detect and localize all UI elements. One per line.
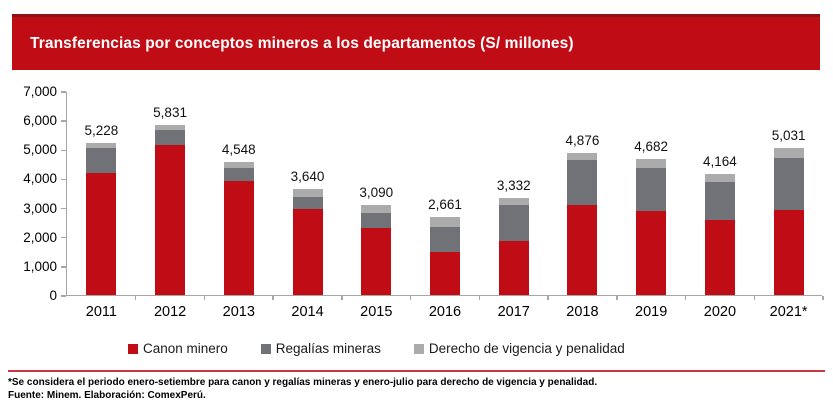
y-axis-tick — [61, 91, 66, 93]
x-axis-category-label: 2013 — [222, 304, 255, 320]
y-axis-tick — [61, 266, 66, 268]
x-axis-category-label: 2011 — [85, 304, 117, 320]
y-axis-label: 2,000 — [23, 229, 57, 245]
y-axis-label: 3,000 — [23, 200, 57, 216]
y-axis-tick — [61, 295, 66, 297]
y-axis-tick — [61, 237, 66, 239]
bar-segment-regal-as-mineras — [499, 205, 529, 241]
x-axis-tick — [204, 296, 206, 300]
y-axis-label: 0 — [49, 288, 57, 303]
bar-segment-regal-as-mineras — [293, 197, 323, 210]
x-axis-category-label: 2015 — [360, 304, 393, 320]
x-axis-tick — [341, 296, 343, 300]
bar-segment-regal-as-mineras — [774, 158, 804, 210]
x-axis-category-label: 2017 — [497, 304, 530, 320]
bar-segment-derecho-de-vigencia-y-penalidad — [293, 189, 323, 197]
bar-segment-canon-minero — [774, 210, 804, 295]
bar-segment-regal-as-mineras — [155, 130, 185, 145]
bar-total-label: 4,548 — [221, 142, 256, 158]
bar-segment-derecho-de-vigencia-y-penalidad — [86, 143, 116, 148]
bar-segment-regal-as-mineras — [430, 227, 460, 252]
bar-segment-regal-as-mineras — [567, 160, 597, 205]
bar-segment-canon-minero — [155, 145, 185, 295]
x-axis-tick — [410, 296, 412, 300]
bar-total-label: 2,661 — [428, 197, 462, 213]
x-axis-category-label: 2016 — [428, 304, 462, 320]
x-axis-category-label: 2020 — [703, 304, 737, 320]
bar-segment-derecho-de-vigencia-y-penalidad — [636, 159, 666, 168]
report-title: Transferencias por conceptos mineros a los departamentos (S/ millones) — [30, 34, 574, 52]
y-axis-tick — [61, 208, 66, 210]
bar-segment-derecho-de-vigencia-y-penalidad — [499, 198, 529, 205]
bar-segment-derecho-de-vigencia-y-penalidad — [155, 125, 185, 130]
y-axis-label: 6,000 — [23, 113, 57, 129]
legend-label-derecho-de-vigencia-y-penalidad: Derecho de vigencia y penalidad — [428, 341, 625, 356]
y-axis-tick — [61, 150, 66, 152]
x-axis-category-label: 2019 — [635, 304, 668, 320]
x-axis-tick — [822, 296, 824, 300]
x-axis-tick — [272, 296, 274, 300]
y-axis-label: 7,000 — [23, 84, 57, 99]
x-axis-tick — [547, 296, 549, 300]
bar-total-label: 4,876 — [565, 132, 600, 148]
bar-segment-canon-minero — [567, 205, 597, 295]
divider-line — [8, 370, 825, 372]
chart — [0, 84, 833, 356]
bar-segment-canon-minero — [361, 228, 391, 295]
x-axis-tick — [685, 296, 687, 300]
legend-swatch-canon-minero — [128, 344, 138, 354]
bar-segment-regal-as-mineras — [86, 148, 116, 173]
x-axis-tick — [616, 296, 618, 300]
bar-segment-canon-minero — [705, 220, 735, 295]
footnote-asterisk: *Se considera el periodo enero-setiembre para canon y regalías mineras y enero-julio para derecho de vigencia y penalidad. — [8, 377, 598, 388]
bar-segment-derecho-de-vigencia-y-penalidad — [567, 153, 597, 160]
legend-item-regal-as-mineras — [261, 341, 381, 356]
plot-area — [23, 84, 822, 320]
x-axis-category-label: 2012 — [153, 304, 187, 320]
bar-segment-regal-as-mineras — [224, 168, 254, 181]
bar-segment-derecho-de-vigencia-y-penalidad — [705, 174, 735, 182]
y-axis-label: 5,000 — [23, 142, 57, 158]
bar-total-label: 4,164 — [703, 153, 737, 169]
bar-segment-canon-minero — [293, 209, 323, 295]
legend-label-canon-minero: Canon minero — [143, 341, 228, 356]
report-header — [12, 14, 820, 70]
bar-total-label: 3,640 — [290, 168, 325, 184]
x-axis-category-label: 2014 — [291, 304, 324, 320]
bar-segment-regal-as-mineras — [636, 168, 666, 211]
legend-item-canon-minero — [128, 341, 228, 356]
legend-swatch-regal-as-mineras — [261, 344, 271, 354]
bar-segment-derecho-de-vigencia-y-penalidad — [430, 217, 460, 226]
bar-total-label: 4,682 — [634, 138, 669, 154]
legend-item-derecho-de-vigencia-y-penalidad — [414, 341, 625, 356]
bar-total-label: 3,090 — [359, 184, 394, 200]
bar-segment-derecho-de-vigencia-y-penalidad — [224, 162, 254, 168]
legend-label-regal-as-mineras: Regalías mineras — [275, 341, 381, 356]
x-axis-tick — [754, 296, 756, 300]
y-axis-label: 4,000 — [23, 171, 57, 187]
x-axis-category-label: 2021* — [769, 304, 808, 320]
bar-segment-canon-minero — [224, 181, 254, 295]
legend — [128, 341, 625, 356]
x-axis-category-label: 2018 — [566, 304, 599, 320]
bar-total-label: 5,228 — [84, 122, 119, 138]
y-axis-tick — [61, 179, 66, 181]
y-axis-label: 1,000 — [23, 258, 57, 274]
bar-segment-derecho-de-vigencia-y-penalidad — [774, 148, 804, 157]
bar-segment-canon-minero — [499, 241, 529, 295]
x-axis-tick — [479, 296, 481, 300]
bar-total-label: 3,332 — [496, 177, 531, 193]
bar-total-label: 5,031 — [771, 128, 806, 144]
bar-segment-derecho-de-vigencia-y-penalidad — [361, 205, 391, 213]
legend-swatch-derecho-de-vigencia-y-penalidad — [414, 344, 424, 354]
bar-segment-regal-as-mineras — [361, 213, 391, 228]
bar-total-label: 5,831 — [153, 105, 187, 121]
source-note: Fuente: Minem. Elaboración: ComexPerú. — [8, 390, 206, 401]
x-axis-tick — [135, 296, 137, 300]
bar-segment-canon-minero — [636, 211, 666, 295]
bar-segment-canon-minero — [86, 173, 116, 295]
bar-segment-canon-minero — [430, 252, 460, 295]
bar-segment-regal-as-mineras — [705, 182, 735, 221]
